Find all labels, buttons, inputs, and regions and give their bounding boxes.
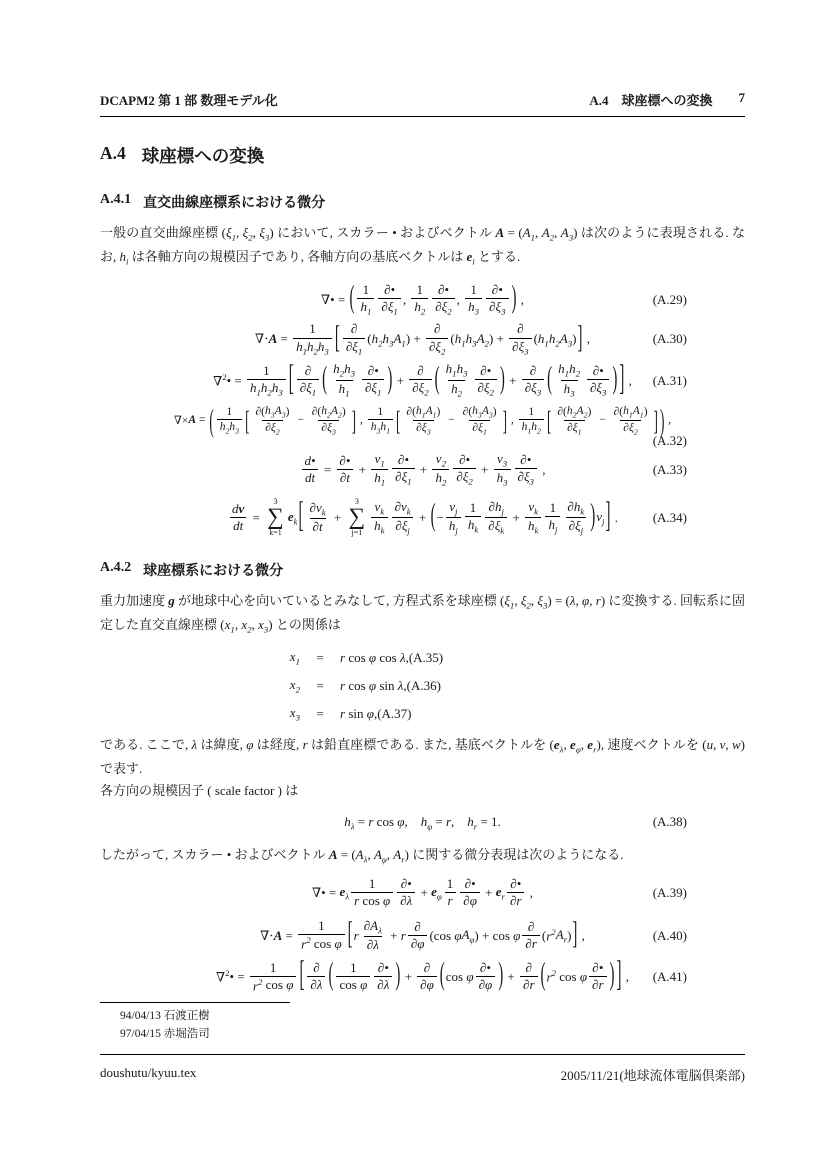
page-number: 7: [738, 90, 745, 105]
equation-array: [100, 648, 745, 724]
equation-math: ∇⋅ A = 1 $h_1$ $h_2$ $h_3$ [ $\frac{\partial}{\partial\xi_1}$ ( $h_2$ $h_3$ $A_1$ ) + $\frac{\partial}{\partial\xi_2}$ ( $h_1$ $h_3$ $A_2$ ) + $\frac{\partial}{\partial\xi_3}$ ( $h_1$ $h_2$ $A_3$ ) ] ,: [255, 321, 590, 357]
equation-number: (A.33): [652, 461, 687, 477]
equation-number-A32: (A.32): [652, 432, 687, 448]
footnote-rule: [100, 1002, 290, 1003]
subsection-heading-1: [100, 192, 745, 212]
subsection-title: 直交曲線座標系における微分: [143, 196, 326, 211]
equation-math: ∇$^2$ • = 1 $h_1$ $h_2$ $h_3$ [ $\frac{\partial}{\partial\xi_1}$ ( $h_2$ $h_3$ $h_1$ $\frac{\partial•}{\partial\xi_1}$ ) + $\frac{\partial}{\partial\xi_2}$ ( $h_1$ $h_3$ $h_2$ $\frac{\partial•}{\partial\xi_2}$ ) + $\frac{\partial}{\partial\xi_3}$ ( $h_1$ $h_2$ $h_3$ $\frac{\partial•}{\partial\xi_3}$ ) ] ,: [213, 360, 632, 399]
footnote-line: 97/04/15 赤堀浩司: [120, 1028, 210, 1041]
equation-A31: [100, 361, 745, 399]
footer-filename: doushutu/kyuu.tex: [100, 1065, 197, 1080]
equation-math: ∇$^2$ • = 1 $r^2$ cos φ [ $\frac{\partial}{\partial\lambda}$ ( 1 cos φ $\frac{\partial•}{\partial\lambda}$ ) + $\frac{\partial}{\partial\varphi}$ ( cos φ $\frac{\partial•}{\partial\varphi}$ ) + $\frac{\partial}{\partial r}$ ( $r^2$ cos φ $\frac{\partial•}{\partial r}$ ) ] ,: [216, 956, 629, 996]
equation-A37: $x_3$ = r sin φ , (A.37): [289, 705, 412, 723]
page-header: [100, 90, 745, 117]
footnote-block: [100, 1002, 745, 1044]
equation-number: (A.35): [408, 649, 444, 665]
section-heading: [100, 143, 745, 168]
equation-number: (A.30): [652, 331, 687, 347]
equation-number: (A.37): [377, 705, 412, 721]
equation-A36: $x_2$ = r cos φ sin λ , (A.36): [289, 677, 441, 695]
equation-number: (A.29): [652, 291, 687, 307]
footer-credit: 2005/11/21(地球流体電脳倶楽部): [560, 1068, 745, 1083]
section-number: A.4: [100, 143, 126, 163]
equation-number: (A.38): [652, 814, 687, 830]
paragraph-intro: 一般の直交曲線座標 ($\xi_1$, $\xi_2$, $\xi_3$) において, スカラー • およびベクトル $A = (A_1$, $A_2$, $A_3$) は次のように表現される. なお, $h_i$ は各軸方向の規模因子であり, 各軸方向の基底ベクトルは $e_i$ とする.: [100, 225, 746, 267]
equation-number: (A.36): [406, 677, 441, 693]
equation-number: (A.40): [652, 927, 687, 943]
header-right: [589, 90, 745, 109]
equation-A29: [100, 282, 745, 318]
equation-math: ∇• = ( $\frac{1}{h_1}$ $\frac{\partial•}{\partial\xi_1}$ , $\frac{1}{h_2}$ $\frac{\partial•}{\partial\xi_2}$ , $\frac{1}{h_3}$ $\frac{\partial•}{\partial\xi_3}$ ) ,: [321, 281, 524, 317]
footnote-line: 94/04/13 石渡正樹: [120, 1010, 210, 1023]
equation-number: (A.34): [652, 509, 687, 525]
equation-number: (A.39): [652, 884, 687, 900]
header-section-title: A.4 球座標への変換: [589, 93, 713, 108]
equation-A38: [100, 810, 745, 834]
header-left-title: DCAPM2 第 1 部 数理モデル化: [100, 93, 278, 108]
subsection-number: A.4.2: [100, 560, 132, 576]
equation-A33: [100, 451, 745, 489]
paragraph-gravity: 重力加速度 g が地球中心を向いているとみなして, 方程式系を球座標 ($\xi_1$, $\xi_2$, $\xi_3) = (\lambda$, φ, r) に変換する. 回転系に固定した直交直線座標 ($x_1$, $x_2$, $x_3$) との関係は: [100, 593, 746, 635]
equation-A41: [100, 956, 745, 996]
equation-math: $\frac{d•}{dt}$ = $\frac{\partial•}{\partial t}$ + $\frac{v_1}{h_1}$ $\frac{\partial•}{\partial\xi_1}$ + $\frac{v_2}{h_2}$ $\frac{\partial•}{\partial\xi_2}$ + $\frac{v_3}{h_3}$ $\frac{\partial•}{\partial\xi_3}$ ,: [300, 451, 546, 489]
paragraph-coords: である. ここで, λ は緯度, φ は経度, r は鉛直座標である. また, 基底ベクトルを ($e_\lambda$, $e_\varphi$, $e_r$), 速度ベクトルを (u, v, w) で表す.: [100, 736, 746, 776]
equation-math: $h_\lambda$ = r cos φ , $h_\varphi$ = r , $h_r$ = 1.: [344, 813, 501, 832]
equation-math: d v dt = 3 ∑ k=1 $e_k$ [ $\frac{\partial v_k}{\partial t}$ + 3 ∑ j=1 $\frac{v_k}{h_k}$ $\frac{\partial v_k}{\partial\xi_j}$ + ( − $\frac{v_j}{h_j}$ $\frac{1}{h_k}$ $\frac{\partial h_j}{\partial\xi_k}$ + $\frac{v_k}{h_k}$ $\frac{1}{h_j}$ $\frac{\partial h_k}{\partial\xi_j}$ ) $v_j$ ] .: [232, 497, 618, 538]
section-title: 球座標への変換: [141, 146, 265, 166]
paragraph-scale-factor: 各方向の規模因子 ( scale factor ) は: [100, 783, 299, 798]
equation-math: ∇× A = ( 1 $h_2$ $h_3$ [ ∂ ( $h_3$ $A_3$ ) $\partial\xi_2$ − ∂ ( $h_2$ $A_2$ ) $\partial\xi_3$ ] , 1 $h_3$ $h_1$ [ ∂ ( $h_1$ $A_1$ ) $\partial\xi_3$ − ∂ ( $h_3$ $A_3$ ) $\partial\xi_1$ ] , 1 $h_1$ $h_2$ [ ∂ ( $h_2$ $A_2$ ) $\partial\xi_1$ − ∂ ( $h_1$ $A_1$ ) $\partial\xi_2$ ] ) ,: [173, 401, 672, 438]
page-footer: [100, 1054, 745, 1084]
subsection-heading-2: [100, 560, 745, 580]
equation-math: ∇• = $e_\lambda$ 1 r cos φ $\frac{\partial•}{\partial\lambda}$ + $e_\varphi$ $\frac{1}{r}$ $\frac{\partial•}{\partial\varphi}$ + $e_r$ $\frac{\partial•}{\partial r}$ ,: [312, 876, 533, 909]
equation-A32: [100, 401, 745, 438]
equation-number: (A.41): [652, 968, 687, 984]
equation-number: (A.31): [652, 372, 687, 388]
equation-math: ∇⋅ A = 1 $r^2$ cos φ [ r $\frac{\partial A_\lambda}{\partial\lambda}$ + r $\frac{\partial}{\partial\varphi}$ (cos φ $A_\varphi$ ) + cos φ $\frac{\partial}{\partial r}$ ( $r^2$ $A_r$ ) ] ,: [260, 917, 585, 953]
equation-A40: [100, 918, 745, 954]
paragraph-therefore: したがって, スカラー • およびベクトル $A = (A_\lambda$, $A_\varphi$, $A_r$) に関する微分表現は次のようになる.: [100, 847, 624, 865]
subsection-number: A.4.1: [100, 192, 132, 207]
equation-A34: [100, 497, 745, 538]
equation-A35: $x_1$ = r cos φ cos λ , (A.35): [289, 649, 444, 667]
equation-A30: [100, 321, 745, 357]
subsection-title: 球座標系における微分: [143, 564, 284, 580]
equation-A39: [100, 876, 745, 910]
